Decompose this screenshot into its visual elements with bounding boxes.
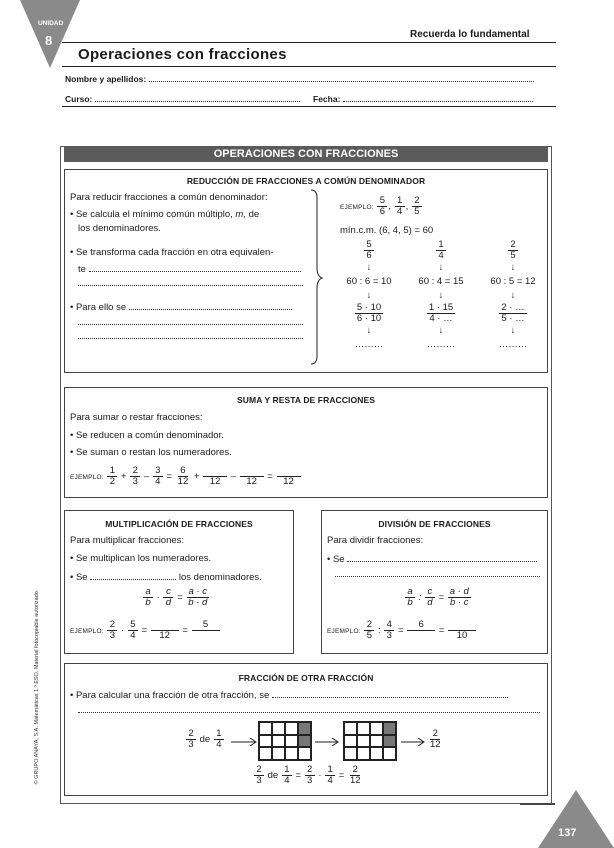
reduccion-title: REDUCCIÓN DE FRACCIONES A COMÚN DENOMINADOR	[186, 176, 426, 186]
otra-bullet-1: • Para calcular una fracción de otra fracción, se	[70, 689, 508, 701]
arrow-icon	[231, 738, 259, 746]
div-intro: Para dividir fracciones:	[327, 535, 424, 546]
otra-title: FRACCIÓN DE OTRA FRACCIÓN	[238, 673, 374, 683]
otra-diagram-fraction: $\frac{2}{3}$ de $\frac{1}{4}$	[185, 729, 225, 750]
reduccion-mcm: mín.c.m. (6, 4, 5) = 60	[340, 225, 434, 236]
suma-bullet-1: • Se reducen a común denominador.	[70, 430, 224, 441]
copyright-note: © GRUPO ANAYA, S.A. Matemáticas 1.º ESO. Material fotocopiable autorizado.	[34, 589, 40, 785]
mult-rule: $\frac{a}{b}$ · $\frac{c}{d}$ = $\frac{a \cdot c}{b \cdot d}$	[142, 587, 210, 608]
suma-example: EJEMPLO: $\frac{1}{2}$ + $\frac{2}{3}$ – $\frac{3}{4}$ = $\frac{6}{12}$ + 12 – 12 = 12	[70, 466, 302, 487]
page-number: 137	[558, 827, 577, 839]
arrow-icon	[315, 738, 341, 746]
div-title: DIVISIÓN DE FRACCIONES	[378, 519, 491, 529]
suma-intro: Para sumar o restar fracciones:	[70, 412, 203, 423]
page-corner-triangle	[538, 790, 614, 848]
header-bottom-rule	[62, 106, 556, 107]
unit-label: UNIDAD	[38, 20, 64, 27]
reduccion-bullet-1b: los denominadores.	[78, 223, 161, 234]
div-box	[321, 510, 548, 654]
course-field[interactable]	[65, 93, 300, 104]
suma-bullet-2: • Se suman o restan los numeradores.	[70, 447, 232, 458]
name-blank[interactable]	[149, 73, 534, 82]
mult-box	[64, 510, 294, 654]
reduccion-blank-1[interactable]	[78, 277, 303, 289]
reduccion-bullet-2b: te	[78, 263, 301, 275]
grid-one-fourth	[258, 721, 312, 761]
reduccion-col-1: $\frac{5}{6}$ ↓ 60 : 6 = 10 ↓ $\frac{5 \cdot 10}{6 \cdot 10}$ ↓ ………	[346, 239, 392, 350]
div-bullet-1: • Se	[327, 553, 537, 565]
reduccion-bullet-2: • Se transforma cada fracción en otra equivalen-	[70, 247, 274, 258]
reduccion-blank-3[interactable]	[78, 330, 303, 342]
banner: OPERACIONES CON FRACCIONES	[64, 146, 548, 162]
name-field[interactable]	[65, 73, 555, 84]
suma-box	[64, 387, 548, 498]
course-label: Curso:	[65, 94, 93, 104]
mult-bullet-2: • Se los denominadores.	[70, 572, 262, 583]
page-title: Operaciones con fracciones	[78, 46, 287, 63]
otra-blank[interactable]	[78, 704, 540, 716]
otra-result: $\frac{2}{12}$	[430, 728, 441, 750]
header-rule	[62, 42, 556, 43]
reduccion-col-2: $\frac{1}{4}$ ↓ 60 : 4 = 15 ↓ $\frac{1 \cdot 15}{4 \cdot \dots}$ ↓ ………	[418, 239, 464, 350]
date-label: Fecha:	[313, 94, 341, 104]
title-rule	[62, 66, 556, 67]
unit-number: 8	[45, 33, 53, 48]
mult-bullet-1: • Se multiplican los numeradores.	[70, 553, 212, 564]
reduccion-bullet-1: • Se calcula el mínimo común múltiplo, m, de	[70, 209, 260, 220]
div-blank[interactable]	[335, 568, 540, 580]
mult-intro: Para multiplicar fracciones:	[70, 535, 185, 546]
div-rule: $\frac{a}{b}$ : $\frac{c}{d}$ = $\frac{a \cdot d}{b \cdot c}$	[404, 587, 472, 608]
date-field[interactable]	[313, 93, 533, 104]
reduccion-blank-2[interactable]	[78, 316, 303, 328]
suma-title: SUMA Y RESTA DE FRACCIONES	[237, 395, 375, 405]
mult-title: MULTIPLICACIÓN DE FRACCIONES	[105, 519, 253, 529]
section-label: Recuerda lo fundamental	[410, 29, 530, 40]
name-label: Nombre y apellidos:	[65, 74, 147, 84]
div-example: EJEMPLO: $\frac{2}{5}$ : $\frac{4}{3}$ = 6 = 10	[327, 620, 477, 641]
grid-result	[343, 721, 397, 761]
reduccion-box	[64, 169, 548, 373]
otra-box	[64, 663, 548, 796]
reduccion-example: EJEMPLO: $\frac{5}{6}$ , $\frac{1}{4}$ , $\frac{2}{5}$	[340, 196, 423, 217]
otra-equation: $\frac{2}{3}$ de $\frac{1}{4}$ = $\frac{2}{3}$ · $\frac{1}{4}$ = $\frac{2}{12}$	[253, 765, 364, 786]
reduccion-intro: Para reducir fracciones a común denominador:	[70, 192, 268, 203]
course-blank[interactable]	[95, 93, 300, 102]
brace	[309, 188, 323, 366]
reduccion-bullet-3: • Para ello se	[70, 301, 292, 313]
date-blank[interactable]	[343, 93, 533, 102]
mult-example: EJEMPLO: $\frac{2}{3}$ · $\frac{5}{4}$ = 12 = 5	[70, 620, 221, 641]
reduccion-col-3: $\frac{2}{5}$ ↓ 60 : 5 = 12 ↓ $\frac{2 \cdot \dots}{5 \cdot \dots}$ ↓ ………	[490, 239, 536, 350]
arrow-icon	[401, 738, 427, 746]
